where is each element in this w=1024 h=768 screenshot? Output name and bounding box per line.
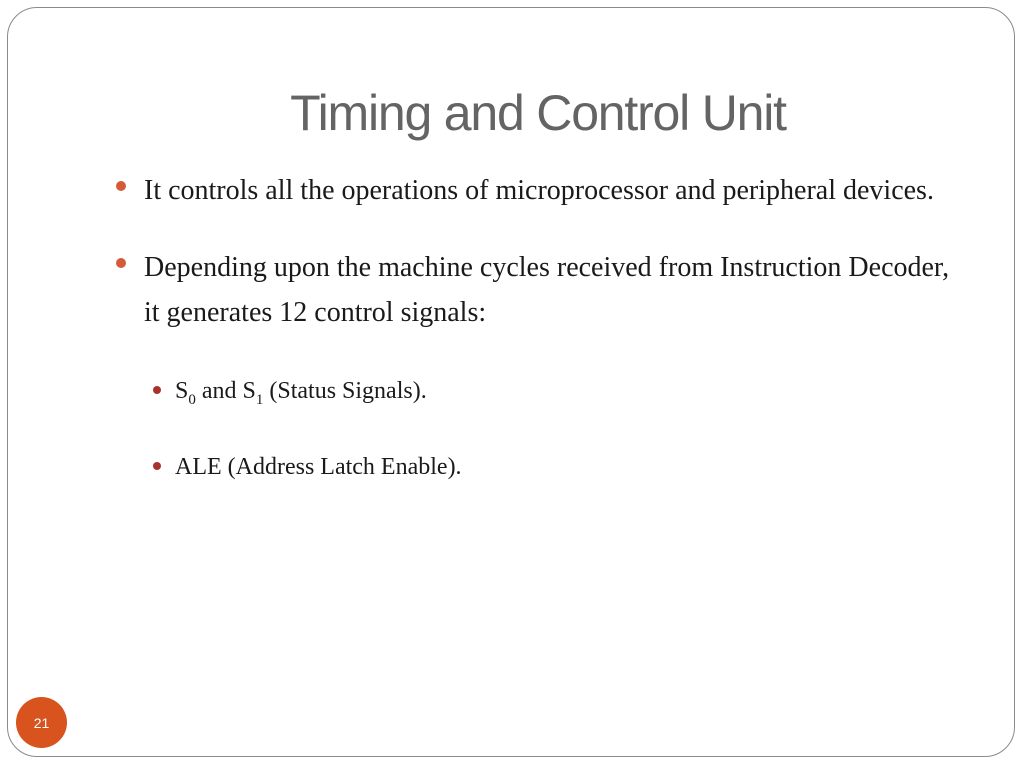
slide-title: Timing and Control Unit: [290, 85, 786, 141]
bullet-item-1: It controls all the operations of microprocessor and peripheral devices.: [144, 168, 964, 213]
s1-subscript: 1: [255, 392, 264, 408]
sub-bullet-ale: ALE (Address Latch Enable).: [175, 449, 964, 485]
and-text: and: [195, 378, 243, 404]
bullet-item-2: Depending upon the machine cycles received from Instruction Decoder, it generates 12 control signals:: [144, 245, 964, 335]
status-signals-text: (Status Signals).: [263, 378, 427, 404]
page-number: 21: [33, 714, 50, 731]
sub-bullet-status-signals: [175, 373, 964, 412]
s1-letter: S: [242, 378, 256, 404]
slide-content: [144, 168, 964, 485]
s0-letter: S: [175, 378, 189, 404]
s0-subscript: 0: [188, 392, 196, 408]
page-number-badge: [16, 697, 67, 748]
